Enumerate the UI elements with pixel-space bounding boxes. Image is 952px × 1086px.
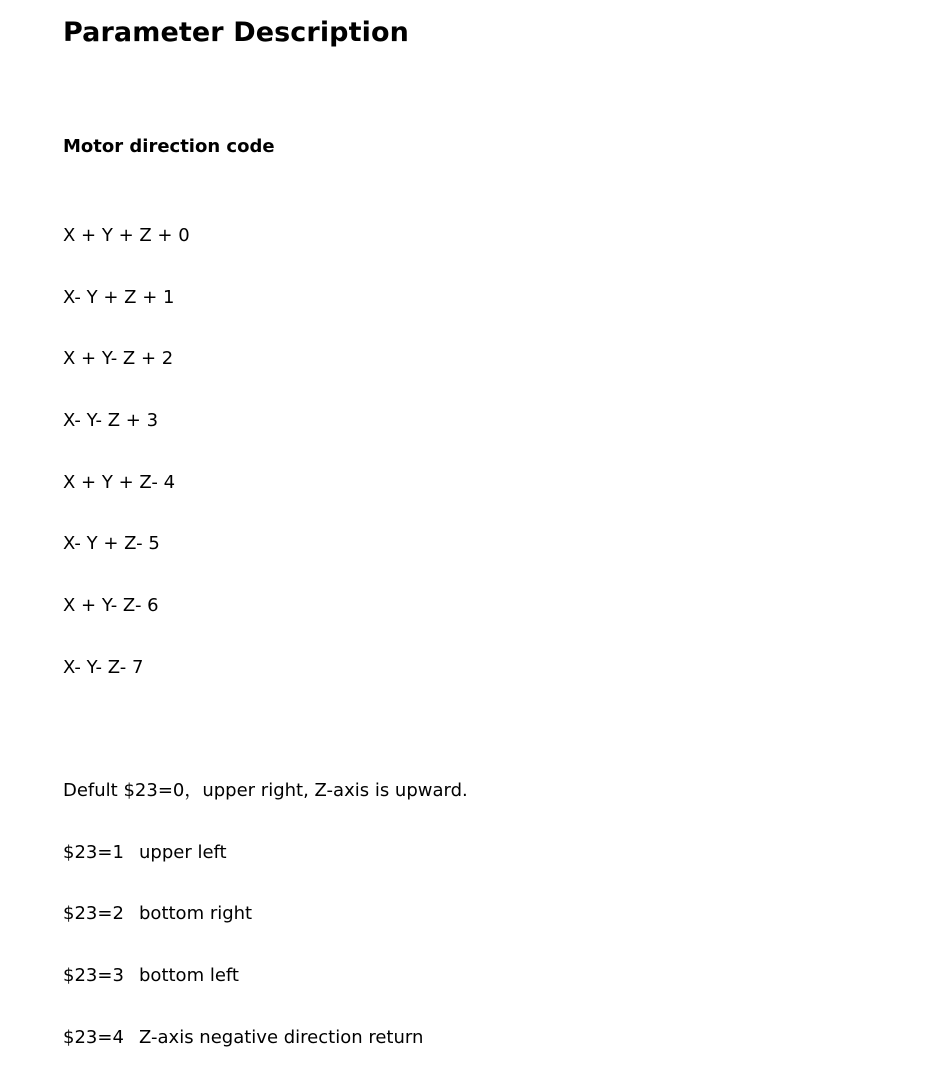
direction-code-item: X- Y + Z + 1 <box>63 286 175 308</box>
direction-code-item: X + Y- Z- 6 <box>63 595 159 617</box>
direction-code-item: X- Y- Z + 3 <box>63 410 159 432</box>
setting-notes-list <box>63 778 468 1086</box>
setting-description: upper left <box>139 841 227 863</box>
setting-key: $23=4 <box>63 1026 124 1048</box>
setting-key: $23=1 <box>63 841 124 863</box>
setting-key: $23=2 <box>63 903 124 925</box>
setting-item <box>63 963 468 1025</box>
setting-key: $23=3 <box>63 965 124 987</box>
direction-code-item: X- Y + Z- 5 <box>63 533 160 555</box>
setting-item <box>63 840 468 902</box>
document-page <box>63 0 923 1084</box>
direction-code-item: X- Y- Z- 7 <box>63 656 144 678</box>
setting-description: Z-axis negative direction return <box>139 1026 424 1048</box>
setting-item <box>63 1025 468 1086</box>
direction-code-list <box>63 223 190 717</box>
page-title: Parameter Description <box>63 17 409 48</box>
direction-code-item: X + Y + Z- 4 <box>63 471 176 493</box>
default-note: Defult $23=0，upper right, Z-axis is upward. <box>63 780 468 801</box>
direction-code-item: X + Y + Z + 0 <box>63 225 190 246</box>
setting-item <box>63 901 468 963</box>
setting-description: bottom left <box>139 965 239 987</box>
section-heading: Motor direction code <box>63 136 275 157</box>
setting-description: bottom right <box>139 903 253 925</box>
direction-code-item: X + Y- Z + 2 <box>63 348 174 370</box>
